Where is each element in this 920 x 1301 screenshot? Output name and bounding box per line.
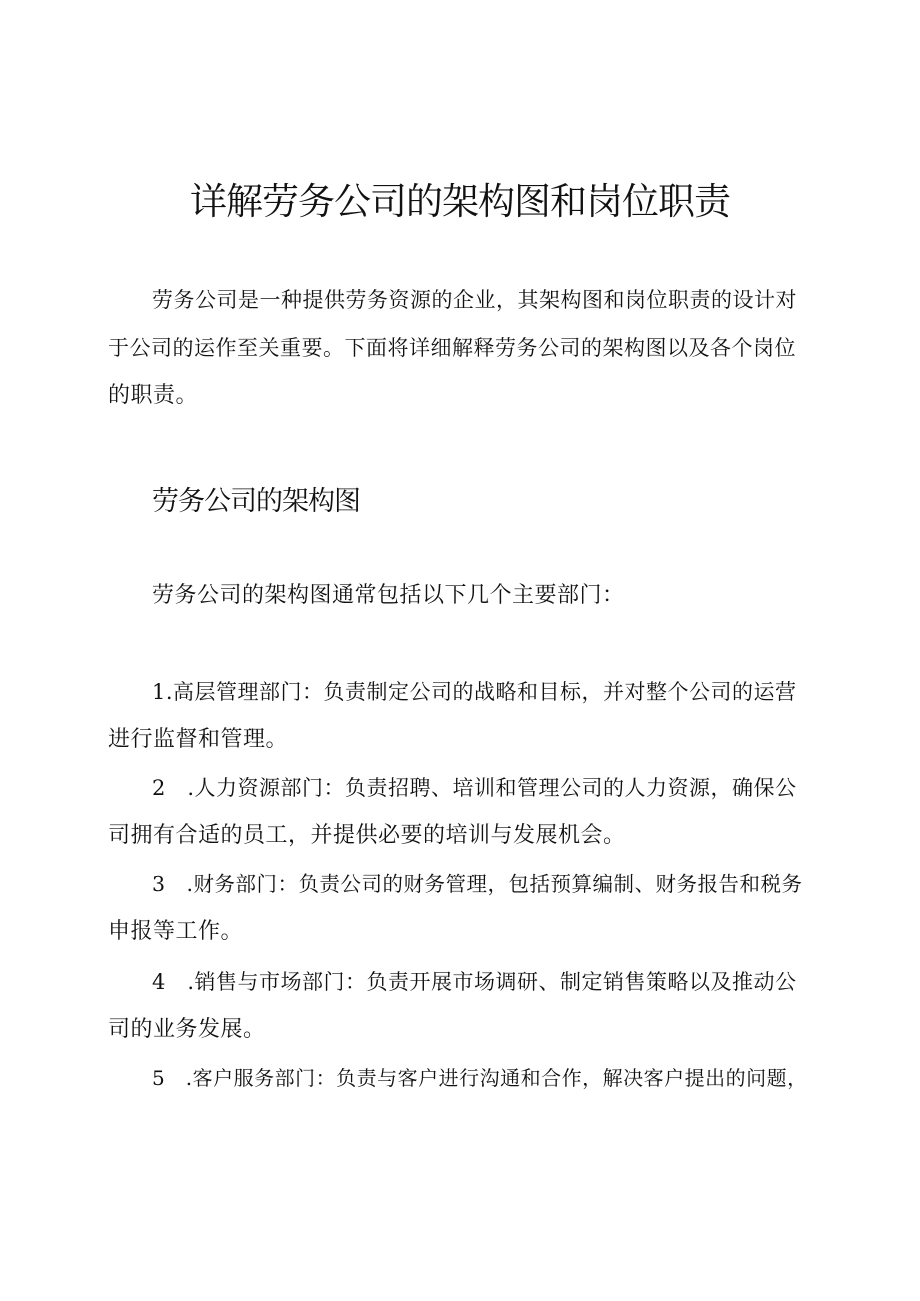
intro-line-3: 的职责。 bbox=[108, 383, 199, 408]
list-item-1 bbox=[108, 668, 808, 764]
document-title: 详解劳务公司的架构图和岗位职责 bbox=[190, 180, 730, 223]
intro-line-2: 于公司的运作至关重要。下面将详细解释劳务公司的架构图以及各个岗位 bbox=[108, 336, 796, 360]
list-item-2-line-1: 2 .人力资源部门：负责招聘、培训和管理公司的人力资源，确保公 bbox=[152, 776, 797, 800]
list-item-2 bbox=[108, 764, 808, 860]
list-item-5-line-1: 5 .客户服务部门：负责与客户进行沟通和合作，解决客户提出的问题， bbox=[152, 1066, 808, 1090]
intro-line-1: 劳务公司是一种提供劳务资源的企业，其架构图和岗位职责的设计对 bbox=[152, 288, 797, 312]
list-item-3-line-2: 申报等工作。 bbox=[108, 919, 244, 944]
list-item-1-line-1: 1.高层管理部门：负责制定公司的战略和目标，并对整个公司的运营 bbox=[152, 680, 797, 704]
list-item-4 bbox=[108, 958, 808, 1054]
list-item-1-line-2: 进行监督和管理。 bbox=[108, 727, 289, 752]
list-item-4-line-1: 4 .销售与市场部门：负责开展市场调研、制定销售策略以及推动公 bbox=[152, 970, 797, 994]
list-item-5 bbox=[108, 1054, 808, 1102]
section-intro-line: 劳务公司的架构图通常包括以下几个主要部门： bbox=[152, 583, 625, 608]
section-intro-paragraph bbox=[108, 572, 808, 620]
list-item-4-line-2: 司的业务发展。 bbox=[108, 1017, 266, 1042]
section-heading: 劳务公司的架构图 bbox=[152, 486, 360, 517]
intro-paragraph bbox=[108, 276, 808, 420]
list-item-3-line-1: 3 .财务部门：负责公司的财务管理，包括预算编制、财务报告和税务 bbox=[152, 872, 803, 896]
list-item-3 bbox=[108, 860, 808, 956]
list-item-2-line-2: 司拥有合适的员工，并提供必要的培训与发展机会。 bbox=[108, 823, 626, 848]
